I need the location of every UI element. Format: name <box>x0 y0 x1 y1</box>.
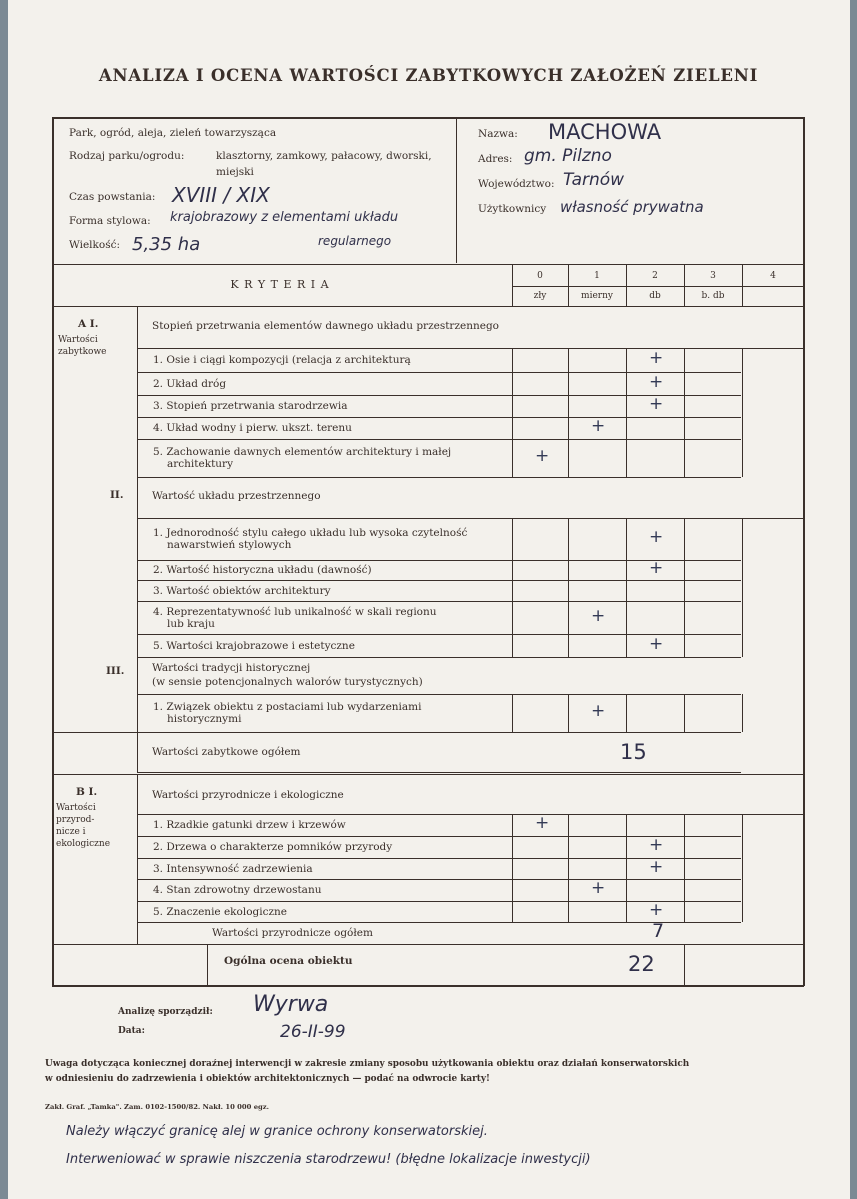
section-b-name-2: przyrod- <box>56 815 95 825</box>
uzytkownicy-value: własność prywatna <box>560 198 704 216</box>
criterion-line: 2. Układ dróg <box>153 377 227 390</box>
criterion-label <box>153 884 503 896</box>
criterion-line-2: nawarstwień stylowych <box>167 539 292 551</box>
criterion-label <box>153 378 503 390</box>
criterion-label <box>153 906 503 918</box>
score-mark: + <box>649 394 664 414</box>
sum-b-label: Wartości przyrodnicze ogółem <box>212 927 373 939</box>
criterion-line: 1. Osie i ciągi kompozycji (relacja z architekturą <box>153 354 411 366</box>
adres-label: Adres: <box>478 153 513 165</box>
section-a-name-1: Wartości <box>58 335 98 345</box>
form-sheet <box>8 0 850 1199</box>
score-mark: + <box>649 348 664 368</box>
sum-b-value: 7 <box>652 920 665 942</box>
frame-bottom <box>52 985 804 987</box>
criterion-label <box>153 841 503 853</box>
group-3-heading: Wartości tradycji historycznej <box>152 662 311 674</box>
sum-a-label: Wartości zabytkowe ogółem <box>152 746 301 758</box>
score-name-0: zły <box>533 291 547 301</box>
rodzaj-options-2: miejski <box>216 166 254 178</box>
score-4: 4 <box>770 271 776 281</box>
wielkosc-label: Wielkość: <box>69 239 121 251</box>
criterion-label <box>153 354 503 366</box>
score-name-2: db <box>649 291 661 301</box>
score-mark: + <box>535 813 550 833</box>
section-b-label: B I. <box>76 786 98 798</box>
score-mark: + <box>591 416 606 436</box>
section-b-divider <box>137 774 138 944</box>
score-mark: + <box>649 856 664 877</box>
score-mark: + <box>591 701 606 721</box>
criterion-label <box>153 564 503 576</box>
score-mark: + <box>649 527 664 547</box>
criterion-label <box>153 446 503 470</box>
uzytkownicy-label: Użytkownicy <box>478 203 547 215</box>
date-value: 26-II-99 <box>280 1022 346 1042</box>
nazwa-label: Nazwa: <box>478 128 518 140</box>
score-3: 3 <box>710 271 716 281</box>
criterion-line: 5. Wartości krajobrazowe i estetyczne <box>153 639 355 652</box>
park-type-label: Park, ogród, aleja, zieleń towarzysząca <box>69 127 277 139</box>
nazwa-value: MACHOWA <box>548 120 662 144</box>
sporzadzil-label: Analizę sporządził: <box>118 1007 213 1017</box>
czas-label: Czas powstania: <box>69 191 156 203</box>
criterion-line: 2. Drzewa o charakterze pomników przyrody <box>153 841 393 853</box>
criterion-label <box>153 527 503 551</box>
score-mark: + <box>591 605 606 626</box>
frame-top <box>52 117 804 119</box>
criterion-label <box>153 606 503 630</box>
criterion-label <box>153 400 503 412</box>
criterion-label <box>153 863 503 875</box>
handwritten-note-1: Należy włączyć granicę alej w granice ochrony konserwatorskiej. <box>66 1124 488 1139</box>
total-value: 22 <box>628 952 655 976</box>
handwritten-note-2: Interweniować w sprawie niszczenia starodrzewu! (błędne lokalizacje inwestycji) <box>66 1152 591 1167</box>
criterion-line: 3. Intensywność zadrzewienia <box>153 862 313 875</box>
score-mark: + <box>535 446 550 466</box>
wielkosc-value: 5,35 ha <box>132 234 201 255</box>
section-a-divider <box>137 306 138 772</box>
czas-value: XVIII / XIX <box>172 183 270 207</box>
score-mark: + <box>649 899 664 920</box>
score-0: 0 <box>537 271 543 281</box>
total-label: Ogólna ocena obiektu <box>224 955 353 967</box>
score-name-3: b. db <box>701 291 725 301</box>
header-divider <box>456 117 457 263</box>
criterion-label <box>153 585 503 597</box>
section-b-name-4: ekologiczne <box>56 839 111 849</box>
criterion-line: 4. Układ wodny i pierw. ukszt. terenu <box>153 422 352 434</box>
score-mark: + <box>649 371 664 392</box>
forma-value: krajobrazowy z elementami układu <box>170 210 399 225</box>
criterion-line-2: historycznymi <box>167 713 242 725</box>
score-1: 1 <box>594 271 600 281</box>
kryteria-heading: K R Y T E R I A <box>230 278 330 291</box>
wojewodztwo-label: Województwo: <box>478 178 555 190</box>
criterion-line-2: lub kraju <box>167 617 215 630</box>
criterion-line: 2. Wartość historyczna układu (dawność) <box>153 564 372 576</box>
uwaga-line-1: Uwaga dotycząca koniecznej doraźnej interwencji w zakresie zmiany sposobu użytkowania obiektu oraz działań konserwatorskich <box>45 1059 690 1069</box>
criterion-label <box>153 819 503 831</box>
forma-value-2: regularnego <box>318 234 392 248</box>
criterion-line: 3. Wartość obiektów architektury <box>153 584 331 597</box>
group-3-subheading: (w sensie potencjonalnych walorów turystycznych) <box>152 676 423 688</box>
frame-right <box>803 117 805 986</box>
criterion-label <box>153 640 503 652</box>
group-1-heading: Stopień przetrwania elementów dawnego układu przestrzennego <box>152 320 499 332</box>
adres-value: gm. Pilzno <box>524 146 612 166</box>
criterion-line: 1. Jednorodność stylu całego układu lub wysoka czytelność <box>153 527 468 539</box>
criterion-line: 4. Reprezentatywność lub unikalność w skali regionu <box>153 605 437 618</box>
rodzaj-label: Rodzaj parku/ogrodu: <box>69 150 185 162</box>
page-title: ANALIZA I OCENA WARTOŚCI ZABYTKOWYCH ZAŁOŻEŃ ZIELENI <box>98 66 759 85</box>
score-mark: + <box>649 835 664 855</box>
print-info: Zakł. Graf. „Tamka". Zam. 0102-1500/82. Nakł. 10 000 egz. <box>45 1103 270 1111</box>
score-mark: + <box>591 878 606 898</box>
rodzaj-options: klasztorny, zamkowy, pałacowy, dworski, <box>216 150 432 162</box>
score-name-1: mierny <box>581 291 613 301</box>
criterion-label <box>153 422 503 434</box>
group-b-heading: Wartości przyrodnicze i ekologiczne <box>152 789 344 801</box>
section-b-name-3: nicze i <box>56 827 86 837</box>
signature: Wyrwa <box>253 992 329 1017</box>
group-2-heading: Wartość układu przestrzennego <box>152 490 321 502</box>
section-a-label: A I. <box>78 318 99 330</box>
score-mark: + <box>649 633 664 654</box>
sum-a-value: 15 <box>620 740 647 764</box>
score-2: 2 <box>652 271 658 281</box>
forma-label: Forma stylowa: <box>69 215 151 227</box>
section-a-name-2: zabytkowe <box>58 347 107 357</box>
group-3-number: III. <box>106 665 125 677</box>
criterion-line: 3. Stopień przetrwania starodrzewia <box>153 400 348 412</box>
score-mark: + <box>649 558 664 578</box>
criterion-line: 1. Rzadkie gatunki drzew i krzewów <box>153 819 346 831</box>
criterion-line: 4. Stan zdrowotny drzewostanu <box>153 884 322 896</box>
group-2-number: II. <box>110 489 124 501</box>
frame-left <box>52 117 54 986</box>
criterion-line-2: architektury <box>167 458 234 470</box>
date-label: Data: <box>118 1026 145 1036</box>
criterion-line: 5. Znaczenie ekologiczne <box>153 905 288 918</box>
wojewodztwo-value: Tarnów <box>563 170 625 190</box>
criterion-line: 1. Związek obiektu z postaciami lub wydarzeniami <box>153 701 422 713</box>
criterion-label <box>153 701 503 725</box>
criterion-line: 5. Zachowanie dawnych elementów architektury i małej <box>153 446 452 458</box>
uwaga-line-2: w odniesieniu do zadrzewienia i obiektów architektonicznych — podać na odwrocie karty! <box>45 1074 490 1084</box>
section-b-name-1: Wartości <box>56 803 96 813</box>
